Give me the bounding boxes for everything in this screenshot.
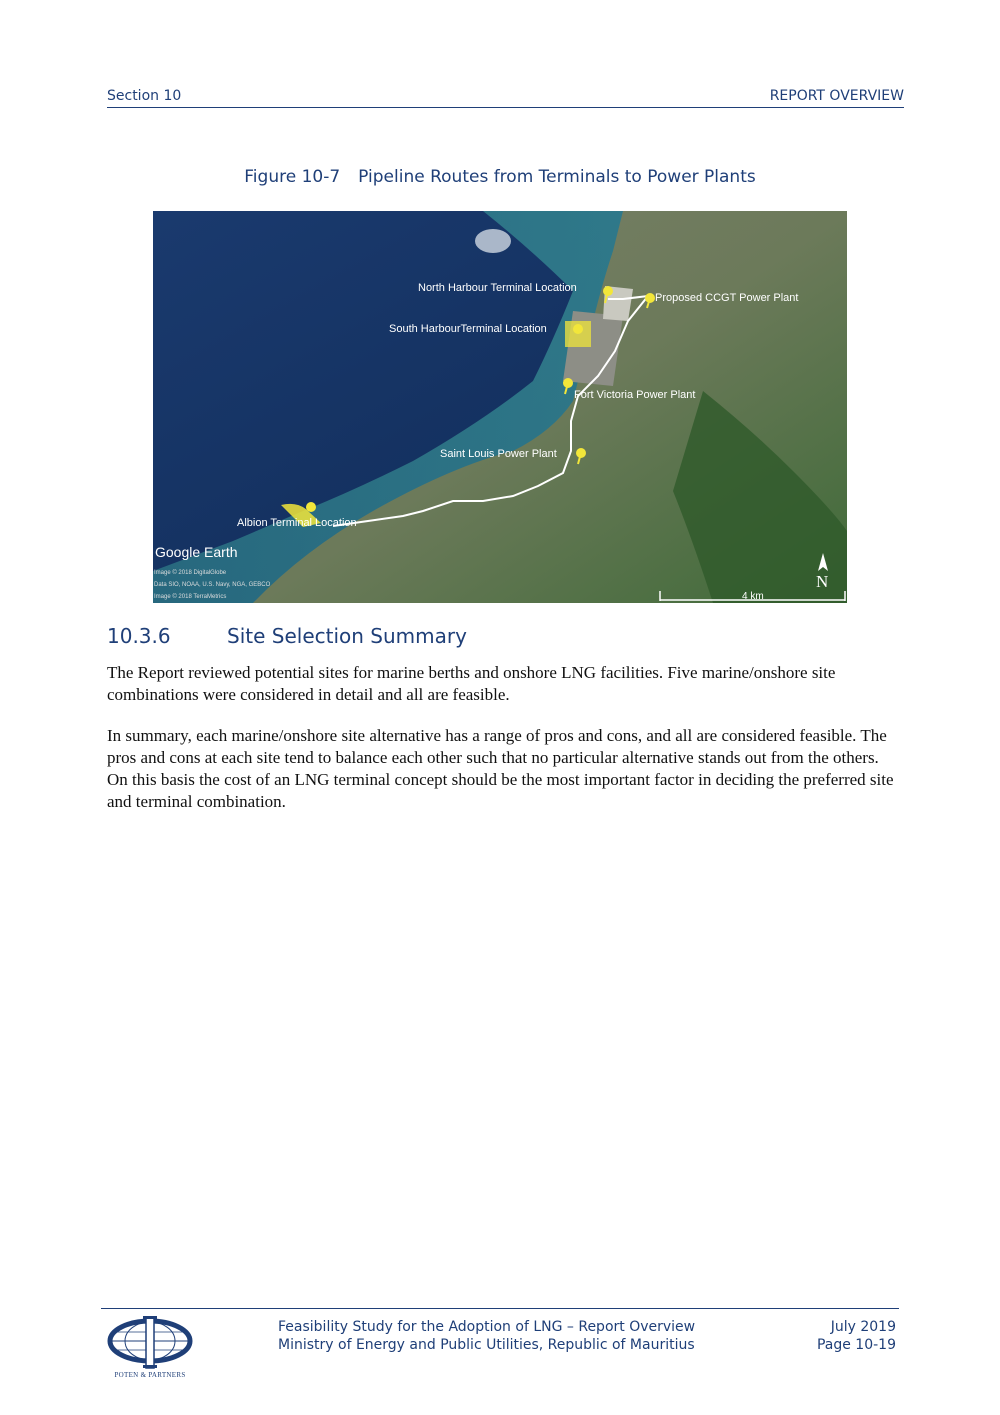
credit-2: Data SIO, NOAA, U.S. Navy, NGA, GEBCO (154, 582, 271, 588)
footer-line-2: Ministry of Energy and Public Utilities, Republic of Mauritius (278, 1337, 695, 1353)
footer-line-1: Feasibility Study for the Adoption of LNG – Report Overview (278, 1319, 696, 1335)
figure-title: Pipeline Routes from Terminals to Power Plants (358, 167, 756, 187)
paragraph-1: The Report reviewed potential sites for marine berths and onshore LNG facilities. Five marine/onshore site combinations were considered in detail and all are feasible. (107, 663, 836, 704)
footer-text (278, 1318, 718, 1354)
label-albion: Albion Terminal Location (237, 517, 357, 529)
label-south-terminal: South HarbourTerminal Location (389, 323, 547, 335)
section-heading (107, 624, 467, 648)
page-header (107, 88, 904, 108)
label-north-terminal: North Harbour Terminal Location (418, 282, 577, 294)
globe-icon (107, 1316, 193, 1372)
footer-right (790, 1318, 896, 1354)
google-earth-logo: Google Earth (155, 544, 238, 560)
section-title: Site Selection Summary (227, 624, 467, 648)
figure-number: Figure 10-7 (244, 167, 341, 187)
paragraph-2: In summary, each marine/onshore site alternative has a range of pros and cons, and all are considered feasible. The pros and cons at each site tend to balance each other such that no particular alternative stands out from the others. On this basis the cost of an LNG terminal concept should be the most important factor in deciding the preferred site and terminal combination. (107, 726, 894, 811)
marker-south-terminal (565, 321, 591, 347)
page-number: Page 10-19 (816, 1337, 896, 1353)
section-number: 10.3.6 (107, 624, 171, 648)
label-saint-louis: Saint Louis Power Plant (440, 448, 557, 460)
credit-3: Image © 2018 TerraMetrics (154, 594, 227, 600)
map-svg (153, 211, 847, 603)
footer-date: July 2019 (830, 1319, 896, 1335)
cloud (475, 229, 511, 253)
label-ccgt: Proposed CCGT Power Plant (655, 292, 799, 304)
footer-divider (101, 1308, 899, 1309)
logo-text: POTEN & PARTNERS (114, 1371, 186, 1379)
label-fort-victoria: Fort Victoria Power Plant (574, 389, 696, 401)
credit-1: Image © 2018 DigitalGlobe (154, 570, 227, 576)
header-title: REPORT OVERVIEW (769, 88, 904, 104)
north-label: N (816, 572, 829, 591)
figure-caption (0, 167, 1000, 187)
scale-label: 4 km (742, 591, 764, 602)
satellite-map (153, 211, 847, 603)
section-label: Section 10 (107, 88, 182, 104)
